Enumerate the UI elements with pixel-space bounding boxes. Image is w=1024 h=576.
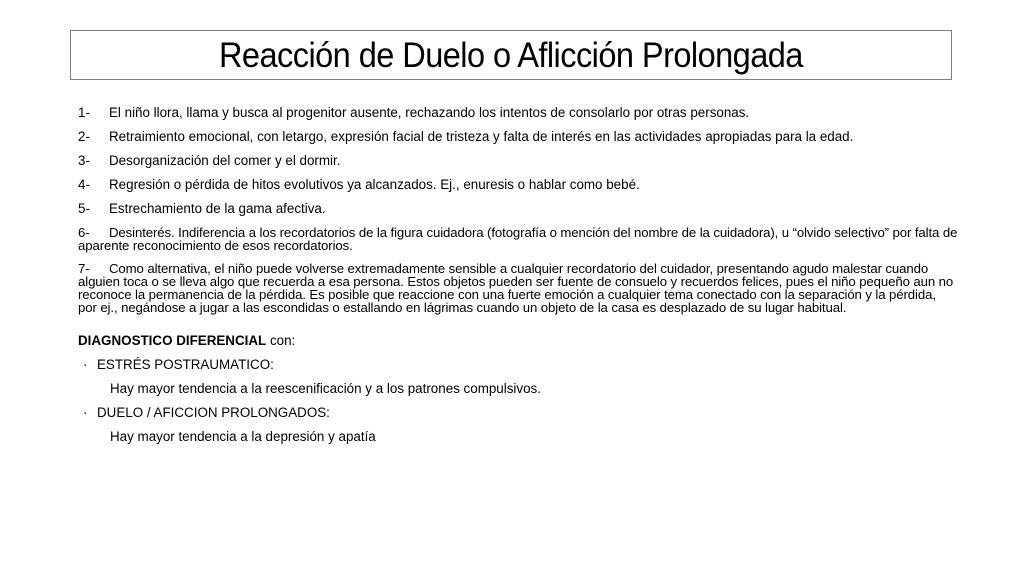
diagnostico-entry-heading: DUELO / AFICCION PROLONGADOS: [97,405,330,420]
list-item [78,202,958,216]
diagnostico-heading [78,334,958,348]
list-item [78,262,958,314]
list-item-number: 4- [78,177,90,192]
diagnostico-entry-detail: Hay mayor tendencia a la reescenificación y a los patrones compulsivos. [110,381,541,396]
slide-content [78,106,958,454]
list-item-number: 1- [78,105,90,120]
list-item-text: Desorganización del comer y el dormir. [109,153,341,168]
list-item-text: Estrechamiento de la gama afectiva. [109,201,326,216]
diagnostico-entry [78,358,958,372]
list-item-text: Regresión o pérdida de hitos evolutivos ya alcanzados. Ej., enuresis o hablar como bebé. [109,177,640,192]
list-item [78,178,958,192]
list-item-number: 6- [78,225,90,240]
list-item [78,226,958,252]
diagnostico-entry-heading: ESTRÉS POSTRAUMATICO: [97,357,274,372]
list-item-number: 7- [78,261,90,276]
diagnostico-entry-detail: Hay mayor tendencia a la depresión y apatía [110,429,376,444]
diagnostico-entry [78,406,958,420]
diagnostico-suffix: con: [266,333,296,348]
list-item [78,154,958,168]
title-box [70,30,952,80]
list-item-text: El niño llora, llama y busca al progenitor ausente, rechazando los intentos de consolarlo por otras personas. [109,105,750,120]
list-item-text: Retraimiento emocional, con letargo, expresión facial de tristeza y falta de interés en las actividades apropiadas para la edad. [109,129,854,144]
list-item-number: 2- [78,129,90,144]
page-title: Reacción de Duelo o Aflicción Prolongada [219,35,803,75]
list-item-text: Desinterés. Indiferencia a los recordatorios de la figura cuidadora (fotografía o mención del nombre de la cuidadora), u “olvido selectivo” por falta de aparente reconocimiento de esos recordatorios. [78,225,958,253]
diagnostico-label: DIAGNOSTICO DIFERENCIAL [78,333,267,348]
list-item [78,130,958,144]
list-item-text: Como alternativa, el niño puede volverse extremadamente sensible a cualquier recordatorio del cuidador, presentando agudo malestar cuando alguien toca o se lleva algo que recuerda a esa persona. Estos objetos pueden ser fuente de consuelo y recuerdos felices, pues el niño pequeño aun no reconoce la permanencia de la pérdida. Es posible que reaccione con una fuerte emoción a cualquier tema conectado con la separación y la pérdida, por ej., negándose a jugar a las escondidas o estallando en lágrimas cuando un objeto de la casa es desplazado de su lugar habitual. [78,261,954,315]
list-item-number: 5- [78,201,90,216]
bullet-icon: · [83,405,88,420]
bullet-icon: · [83,357,88,372]
list-item [78,106,958,120]
list-item-number: 3- [78,153,90,168]
